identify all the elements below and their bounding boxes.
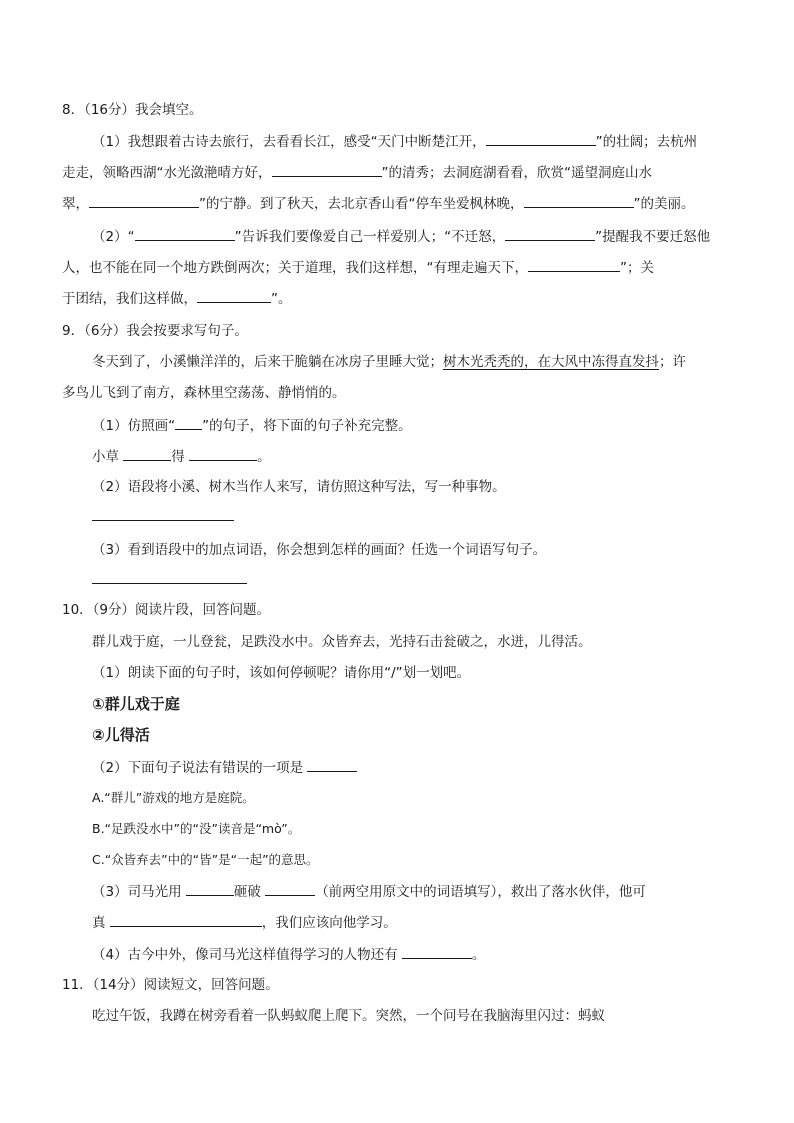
answer-blank[interactable] xyxy=(135,227,235,241)
answer-blank[interactable] xyxy=(123,447,171,461)
q10-sub-4 xyxy=(92,945,485,964)
q10-text: （4）古今中外，像司马光这样值得学习的人物还有 xyxy=(92,947,402,963)
q8-text: （2）“ xyxy=(92,229,135,245)
q10-sub-2 xyxy=(92,758,357,777)
q8-text: ”提醒我不要迁怒他 xyxy=(595,229,711,245)
answer-blank[interactable] xyxy=(186,882,234,896)
answer-blank[interactable] xyxy=(89,194,199,208)
q8-line-3 xyxy=(62,194,695,213)
q8-text: ”告诉我们要像爱自己一样爱别人；“不迁怒， xyxy=(234,229,506,245)
q10-choice-1: ①群儿戏于庭 xyxy=(92,695,180,713)
q8-line-4 xyxy=(92,227,710,246)
answer-blank[interactable] xyxy=(486,132,596,146)
answer-blank[interactable] xyxy=(272,163,382,177)
answer-blank[interactable] xyxy=(402,945,472,959)
q11-passage: 吃过午饭，我蹲在树旁看着一队蚂蚁爬上爬下。突然，一个问号在我脑海里闪过：蚂蚁 xyxy=(92,1008,605,1024)
answer-line[interactable] xyxy=(92,583,247,584)
q9-sub-1-fill xyxy=(92,447,271,466)
q8-text: ”的清秀；去洞庭湖看看，欣赏“遥望洞庭山水 xyxy=(381,165,652,181)
q8-text: （1）我想跟着古诗去旅行，去看看长江，感受“天门中断楚江开， xyxy=(92,134,486,150)
q8-text: ”；关 xyxy=(620,260,654,276)
answer-blank[interactable] xyxy=(175,416,202,430)
q9-heading: 9．（6分）我会按要求写句子。 xyxy=(62,323,248,339)
q10-option-c[interactable]: C.“众皆弃去”中的“皆”是“一起”的意思。 xyxy=(92,852,319,867)
q9-text: ”的句子，将下面的句子补充完整。 xyxy=(202,418,412,434)
q9-sub-2: （2）语段将小溪、树木当作人来写，请仿照这种写法，写一种事物。 xyxy=(92,479,506,495)
q10-sub-3-cont xyxy=(92,913,397,932)
q10-sub-3 xyxy=(92,882,646,901)
q8-line-5 xyxy=(62,258,654,277)
q10-heading: 10．（9分）阅读片段，回答问题。 xyxy=(62,602,271,618)
q8-text: 于团结，我们这样做， xyxy=(62,291,197,307)
q9-sub-1 xyxy=(92,416,412,435)
q8-text: ”的美丽。 xyxy=(633,196,695,212)
q10-passage: 群儿戏于庭，一儿登瓮，足跌没水中。众皆弃去，光持石击瓮破之，水迸，儿得活。 xyxy=(92,634,592,650)
q8-heading: 8．（16分）我会填空。 xyxy=(62,102,203,118)
q8-line-6 xyxy=(62,289,292,308)
q9-passage-line-1 xyxy=(92,353,686,371)
q8-text: ”的壮阔；去杭州 xyxy=(595,134,698,150)
answer-blank[interactable] xyxy=(197,289,271,303)
q10-text: 真 xyxy=(92,915,110,931)
q10-text: 。 xyxy=(471,947,486,963)
q8-text: ”的宁静。到了秋天，去北京香山看“停车坐爱枫林晚， xyxy=(199,196,524,212)
q8-text: 人，也不能在同一个地方跌倒两次；关于道理，我们这样想，“有理走遍天下， xyxy=(62,260,528,276)
answer-blank[interactable] xyxy=(505,227,595,241)
q8-text: 走走，领略西湖“水光潋滟晴方好， xyxy=(62,165,272,181)
q10-sub-1: （1）朗读下面的句子时，该如何停顿呢？请你用“/”划一划吧。 xyxy=(92,665,471,681)
q8-line-2 xyxy=(62,163,652,182)
answer-blank[interactable] xyxy=(307,758,357,772)
q8-text: ”。 xyxy=(271,291,292,307)
q8-line-1 xyxy=(92,132,697,151)
answer-blank[interactable] xyxy=(265,882,315,896)
q11-heading: 11．（14分）阅读短文，回答问题。 xyxy=(62,977,279,993)
q9-passage-line-2: 多鸟儿飞到了南方，森林里空荡荡、静悄悄的。 xyxy=(62,385,346,401)
q9-text: （1）仿照画“ xyxy=(92,418,176,434)
answer-blank[interactable] xyxy=(110,913,262,927)
q10-text: （2）下面句子说法有错误的一项是 xyxy=(92,760,308,776)
answer-line[interactable] xyxy=(92,520,234,521)
q10-text: 砸破 xyxy=(233,884,266,900)
q9-sub-3: （3）看到语段中的加点词语，你会想到怎样的画面？任选一个词语写句子。 xyxy=(92,542,547,558)
q10-choice-2: ②儿得活 xyxy=(92,726,150,744)
q9-text: ；许 xyxy=(659,354,686,370)
q9-text: 。 xyxy=(257,449,271,465)
answer-blank[interactable] xyxy=(528,258,620,272)
q9-underlined-sentence: 树木光秃秃的，在大风中冻得直发抖 xyxy=(443,354,659,370)
q10-text: （3）司马光用 xyxy=(92,884,186,900)
q9-text: 小草 xyxy=(92,449,124,465)
answer-blank[interactable] xyxy=(524,194,634,208)
q8-text: 翠， xyxy=(62,196,89,212)
q10-option-a[interactable]: A.“群儿”游戏的地方是庭院。 xyxy=(92,790,255,805)
answer-blank[interactable] xyxy=(189,447,257,461)
q9-text: 得 xyxy=(171,449,190,465)
q10-text: （前两空用原文中的词语填写），救出了落水伙伴，他可 xyxy=(315,884,646,900)
q10-option-b[interactable]: B.“足跌没水中”的“没”读音是“mò”。 xyxy=(92,821,301,836)
q10-text: ，我们应该向他学习。 xyxy=(261,915,397,931)
q9-text: 冬天到了，小溪懒洋洋的，后来干脆躺在冰房子里睡大觉； xyxy=(92,354,443,370)
